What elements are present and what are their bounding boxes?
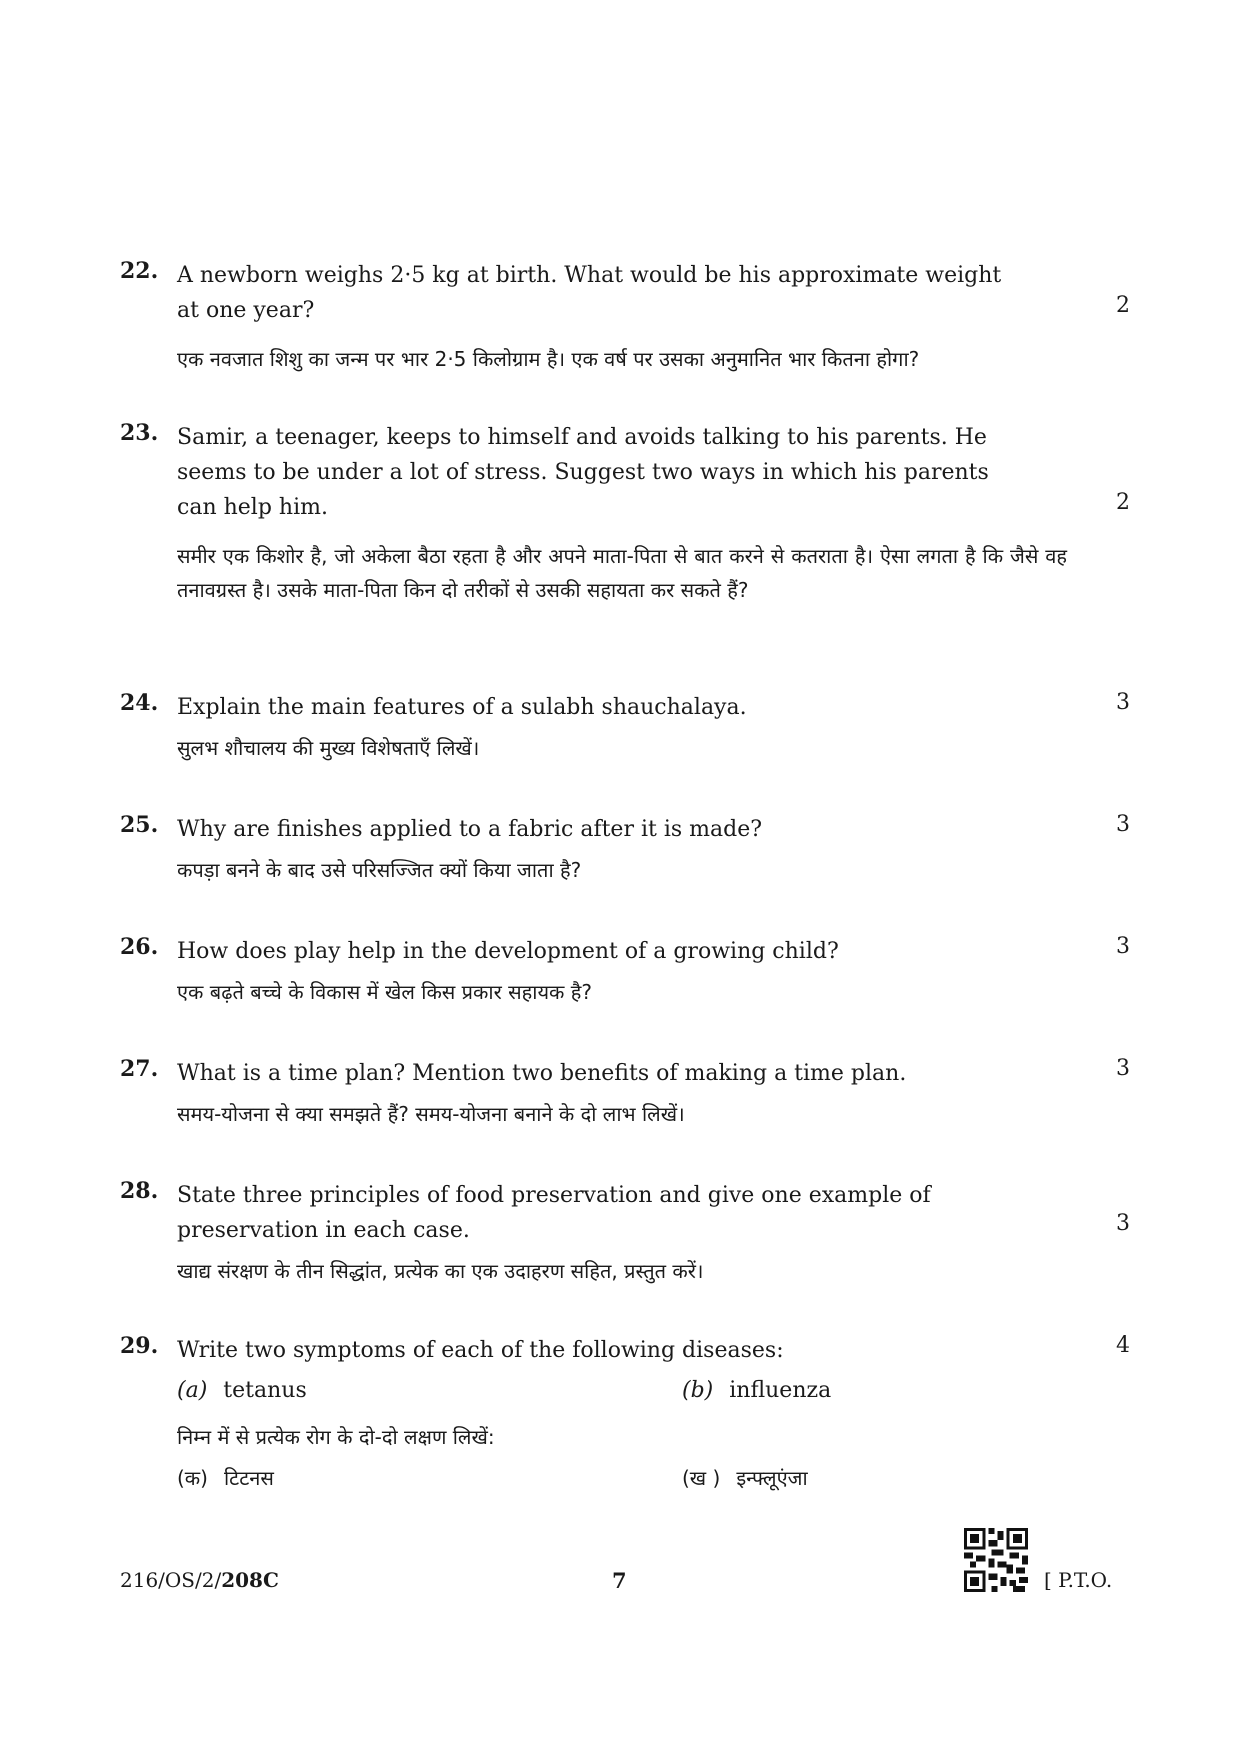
question-number: 27. [120, 1056, 159, 1082]
option-text: टिटनस [223, 1466, 274, 1490]
question-text-english [177, 420, 1067, 525]
marks: 4 [1116, 1333, 1130, 1358]
question-27 [120, 1056, 1130, 1131]
text-line: can help him. [177, 495, 328, 520]
option-b [682, 1378, 831, 1403]
qr-code-icon [964, 1528, 1028, 1592]
options-hindi [177, 1464, 1067, 1502]
text-line: seems to be under a lot of stress. Suggest two ways in which his parents [177, 460, 989, 485]
paper-code-prefix: 216/OS/2/ [120, 1568, 222, 1592]
text-line: Samir, a teenager, keeps to himself and avoids talking to his parents. He [177, 425, 987, 450]
text-line: at one year? [177, 298, 315, 323]
option-ka [177, 1464, 274, 1491]
text-line: State three principles of food preservation and give one example of [177, 1183, 931, 1208]
question-text-hindi: खाद्य संरक्षण के तीन सिद्धांत, प्रत्येक का एक उदाहरण सहित, प्रस्तुत करें। [177, 1259, 704, 1283]
option-kha [682, 1464, 808, 1491]
question-text-hindi: समीर एक किशोर है, जो अकेला बैठा रहता है और अपने माता-पिता से बात करने से कतराता है। ऐसा लगता है कि जैसे वह तनावग्रस्त है। उसके माता-पिता किन दो तरीकों से उसकी सहायता कर सकते हैं? [177, 544, 1067, 602]
question-25 [120, 812, 1130, 887]
question-24 [120, 690, 1130, 765]
marks: 3 [1116, 812, 1130, 837]
question-text-english: Write two symptoms of each of the following diseases: [177, 1338, 784, 1363]
question-28 [120, 1178, 1130, 1288]
text-line: preservation in each case. [177, 1218, 470, 1243]
question-number: 29. [120, 1333, 159, 1359]
option-label: (b) [682, 1378, 714, 1403]
pto-label: [ P.T.O. [1044, 1568, 1113, 1592]
question-26 [120, 934, 1130, 1009]
question-text-hindi: निम्न में से प्रत्येक रोग के दो-दो लक्षण लिखें: [177, 1425, 495, 1449]
page-number: 7 [612, 1568, 627, 1593]
question-number: 26. [120, 934, 159, 960]
question-text-english: What is a time plan? Mention two benefits of making a time plan. [177, 1061, 907, 1086]
option-text: influenza [729, 1378, 832, 1403]
option-label: (a) [177, 1378, 208, 1403]
question-text-hindi: सुलभ शौचालय की मुख्य विशेषताएँ लिखें। [177, 736, 480, 760]
question-text-hindi: कपड़ा बनने के बाद उसे परिसज्जित क्यों किया जाता है? [177, 858, 582, 882]
marks: 2 [1116, 490, 1130, 515]
question-22 [120, 258, 1130, 376]
question-text-english [177, 1178, 1067, 1248]
question-text-hindi: समय-योजना से क्या समझते हैं? समय-योजना बनाने के दो लाभ लिखें। [177, 1102, 685, 1126]
question-number: 24. [120, 690, 159, 716]
marks: 3 [1116, 1211, 1130, 1236]
option-label: (क) [177, 1466, 208, 1490]
question-text-english: Explain the main features of a sulabh shauchalaya. [177, 695, 747, 720]
question-text-hindi: एक बढ़ते बच्चे के विकास में खेल किस प्रकार सहायक है? [177, 980, 593, 1004]
question-text-english: How does play help in the development of a growing child? [177, 939, 839, 964]
marks: 2 [1116, 293, 1130, 318]
question-23 [120, 420, 1130, 607]
question-text-hindi: एक नवजात शिशु का जन्म पर भार 2·5 किलोग्राम है। एक वर्ष पर उसका अनुमानित भार कितना होगा? [177, 347, 920, 371]
question-number: 22. [120, 258, 159, 284]
option-label: (ख ) [682, 1466, 721, 1490]
marks: 3 [1116, 1056, 1130, 1081]
question-number: 23. [120, 420, 159, 446]
question-number: 28. [120, 1178, 159, 1204]
paper-code-bold: 208C [221, 1568, 279, 1592]
marks: 3 [1116, 690, 1130, 715]
option-text: इन्फ्लूएंजा [736, 1466, 808, 1490]
option-a [177, 1378, 307, 1403]
question-29 [120, 1333, 1130, 1502]
paper-code [120, 1568, 279, 1592]
question-text-english [177, 258, 1067, 328]
question-text-english: Why are finishes applied to a fabric after it is made? [177, 817, 763, 842]
option-text: tetanus [223, 1378, 307, 1403]
text-line: A newborn weighs 2·5 kg at birth. What would be his approximate weight [177, 263, 1002, 288]
question-number: 25. [120, 812, 159, 838]
options-english [177, 1378, 1067, 1416]
marks: 3 [1116, 934, 1130, 959]
